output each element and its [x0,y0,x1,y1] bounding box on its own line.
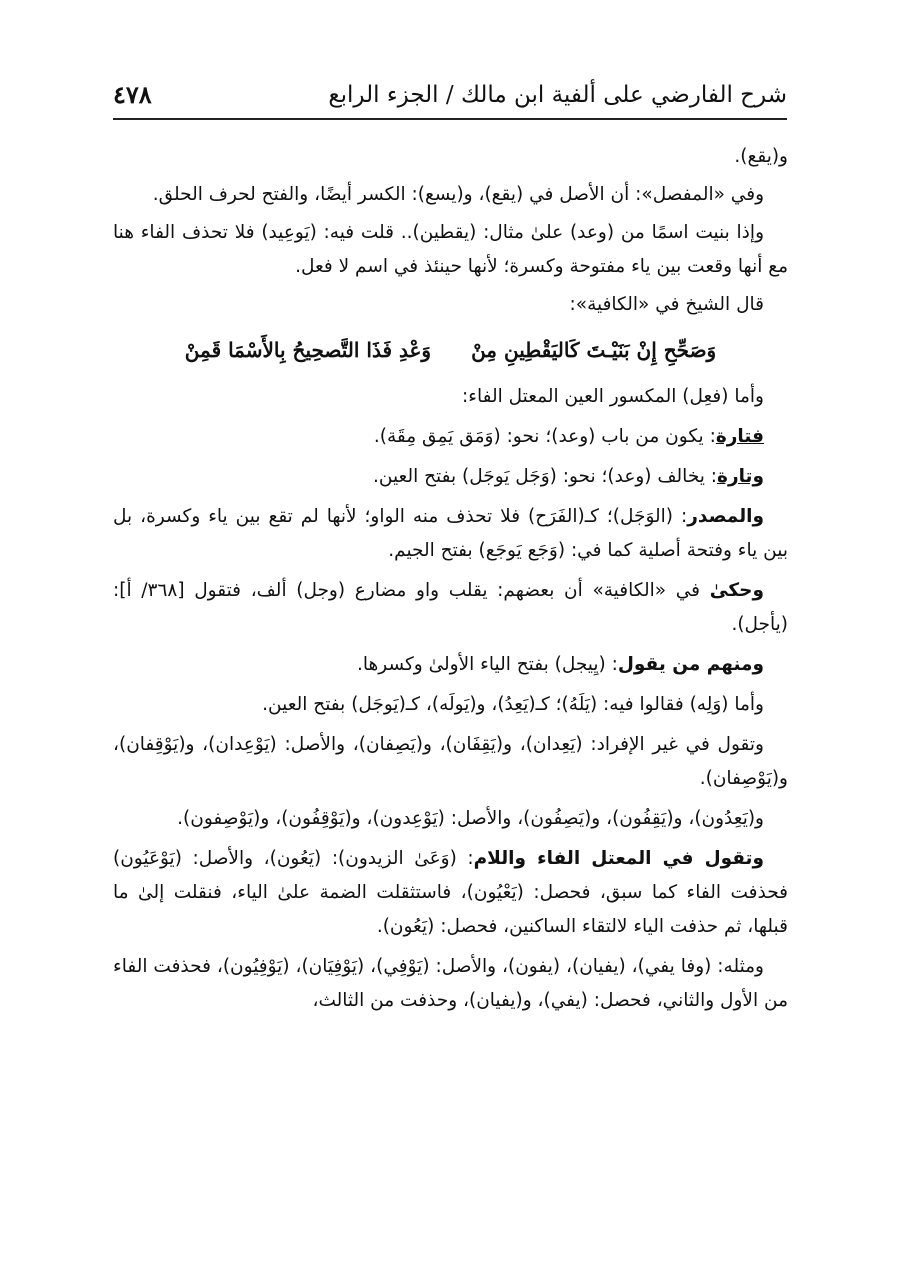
main-text [113,140,788,1024]
verse-first-hemistich: وَصَحِّحِ إِنْ بَنَيْـتَ كَاليَقْطِينِ مِنْ [471,338,717,362]
paragraph [113,500,788,568]
running-title: شرح الفارضي على ألفية ابن مالك / الجزء الرابع [328,82,787,108]
paragraph: وأما (فعِل) المكسور العين المعتل الفاء: [462,386,764,407]
paragraph: وفي «المفصل»: أن الأصل في (يقع)، و(يسع): الكسر أيضًا، والفتح لحرف الحلق. [152,184,764,205]
verse-second-hemistich: وَعْدِ فَذَا التَّصحِيحُ بِالأَسْمَا قَمِنْ [184,338,432,362]
page-number: ٤٧٨ [113,80,152,109]
term-lead: وتارة [717,466,764,487]
poetry-verse [113,330,788,370]
paragraph [113,574,788,642]
paragraph [113,648,788,682]
page-header [113,78,787,120]
paragraph: و(يَعِدُون)، و(يَقِفُون)، و(يَصِفُون)، والأصل: (يَوْعِدون)، و(يَوْقِفُون)، و(يَوْصِفون). [177,808,764,829]
paragraph: وإذا بنيت اسمًا من (وعد) علىٰ مثال: (يقطين).. قلت فيه: (يَوعِيد) فلا تحذف الفاء هنا مع أنها وقعت بين ياء مفتوحة وكسرة؛ لأنها حينئذ في اسم لا فعل. [113,222,788,277]
header-rule [113,118,787,120]
paragraph [113,842,788,944]
term-lead: وحكىٰ [709,580,764,601]
paragraph: و(يقع). [734,146,788,167]
paragraph [113,420,788,454]
paragraph-text: في «الكافية» أن بعضهم: يقلب واو مضارع (وجل) ألف، فتقول [٣٦٨/ أ]: (يأجل). [113,580,788,635]
paragraph [113,460,788,494]
paragraph: قال الشيخ في «الكافية»: [569,294,764,315]
paragraph-text: : (الوَجَل)؛ كـ(الفَرَح) فلا تحذف منه الواو؛ لأنها لم تقع بين ياء وكسرة، بل بين ياء وفتحة أصلية كما في: (وَجَع يَوجَع) بفتح الجيم. [113,506,788,561]
term-lead: ومنهم من يقول [617,654,764,675]
paragraph-text: : يكون من باب (وعد)؛ نحو: (وَمَق يَمِق مِقَة). [373,426,716,447]
term-lead: وتقول في المعتل الفاء واللام [473,848,764,869]
paragraph-text: : (يِيجل) بفتح الياء الأولىٰ وكسرها. [356,654,618,675]
paragraph-text: : يخالف (وعد)؛ نحو: (وَجَل يَوجَل) بفتح العين. [372,466,718,487]
paragraph: ومثله: (وفا يفي)، (يفيان)، (يفون)، والأصل: (يَوْفِي)، (يَوْفِيَان)، (يَوْفِيُون)، فحذفت الفاء من الأول والثاني، فحصل: (يفي)، و(يفيان)، وحذفت من الثالث، [113,956,788,1011]
term-lead: فتارة [715,426,764,447]
term-lead: والمصدر [687,506,764,527]
paragraph-text: : (وَعَىٰ الزيدون): (يَعُون)، والأصل: (يَوْعَيُون) فحذفت الفاء كما سبق، فحصل: (يَعْيُون)، فاستثقلت الضمة علىٰ الياء، فنقلت إلىٰ ما قبلها، ثم حذفت الياء لالتقاء الساكنين، فحصل: (يَعُون). [113,848,788,937]
paragraph: وأما (وَلِه) فقالوا فيه: (يَلَهُ)؛ كـ(يَعِدُ)، و(يَولَه)، كـ(يَوجَل) بفتح العين. [262,694,764,715]
paragraph: وتقول في غير الإفراد: (يَعِدان)، و(يَقِفَان)، و(يَصِفان)، والأصل: (يَوْعِدان)، و(يَوْقِفان)، و(يَوْصِفان). [113,734,788,789]
